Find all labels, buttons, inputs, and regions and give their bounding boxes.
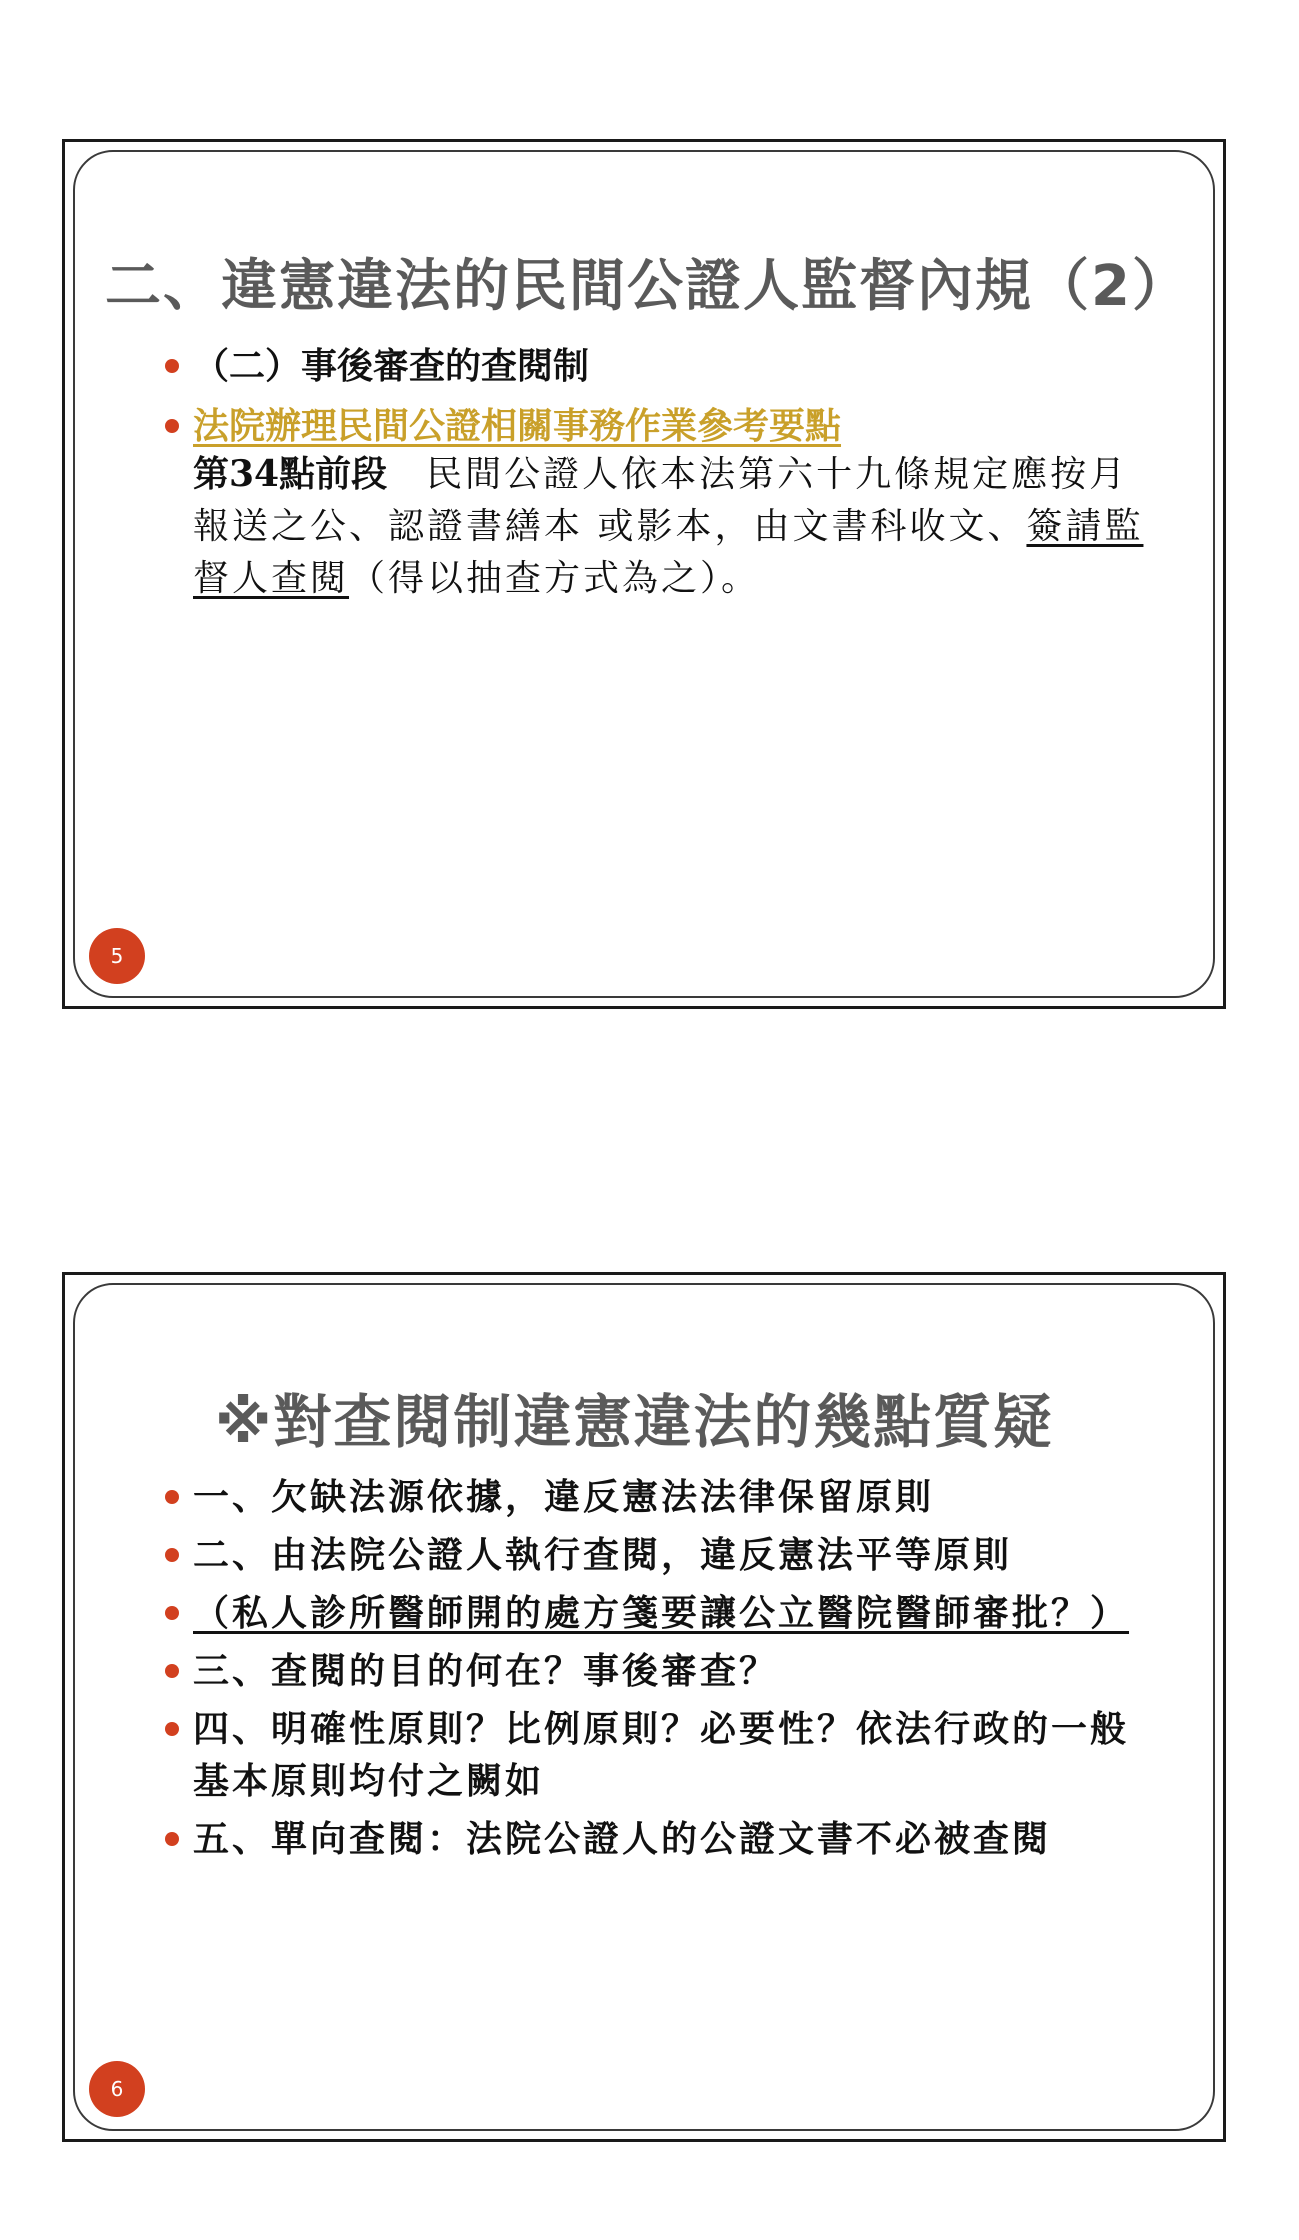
regulation-link[interactable]: 法院辦理民間公證相關事務作業參考要點	[193, 405, 842, 447]
slide-6-title: ※對查閱制違憲違法的幾點質疑	[215, 1388, 1054, 1456]
slide-5	[62, 139, 1226, 1009]
slide-5-title: 二、違憲違法的民間公證人監督內規（2）	[105, 254, 1190, 319]
slide-6	[62, 1272, 1226, 2142]
bullet-text: 五、單向查閱：法院公證人的公證文書不必被查閱	[193, 1818, 1052, 1860]
slide-5-bullet-list	[193, 340, 1153, 613]
bullet-item	[193, 1813, 1153, 1865]
bullet-dot-icon	[165, 1664, 179, 1678]
bullet-dot-icon	[165, 1722, 179, 1736]
bullet-item	[193, 1587, 1153, 1639]
bullet-text: （二）事後審查的查閱制	[193, 345, 590, 387]
paragraph-text: 民間公證人依本法第六十九條規定應按月報送之公、認證書繕本 或影本，由文書科收文、	[193, 454, 1129, 547]
bullet-dot-icon	[165, 419, 179, 433]
bullet-dot-icon	[165, 1490, 179, 1504]
bullet-item	[193, 1645, 1153, 1697]
bullet-item	[193, 340, 1153, 392]
page-number-badge: 6	[89, 2061, 145, 2117]
bullet-text: 二、由法院公證人執行查閱，違反憲法平等原則	[193, 1534, 1013, 1576]
paragraph-text-end: （得以抽查方式為之）。	[349, 558, 761, 599]
slide-6-inner-border	[73, 1283, 1215, 2131]
bullet-dot-icon	[165, 1548, 179, 1562]
slide-5-inner-border	[73, 150, 1215, 998]
bullet-text: 一、欠缺法源依據，違反憲法法律保留原則	[193, 1476, 935, 1518]
page-number-badge: 5	[89, 928, 145, 984]
regulation-paragraph	[193, 448, 1153, 605]
bullet-dot-icon	[165, 1832, 179, 1846]
bullet-item	[193, 1529, 1153, 1581]
bullet-item	[193, 1703, 1153, 1807]
paragraph-underlined-text: 簽請監督人查閱	[193, 506, 1144, 599]
bullet-dot-icon	[165, 1606, 179, 1620]
bullet-dot-icon	[165, 359, 179, 373]
bullet-text: 四、明確性原則？比例原則？必要性？依法行政的一般基本原則均付之闕如	[193, 1708, 1130, 1802]
slide-6-bullet-list	[193, 1471, 1153, 1871]
bullet-item	[193, 400, 1153, 605]
paragraph-lead: 第34點前段	[193, 453, 388, 495]
bullet-item	[193, 1471, 1153, 1523]
bullet-text: 三、查閱的目的何在？事後審查？	[193, 1650, 779, 1692]
bullet-text: （私人診所醫師開的處方箋要讓公立醫院醫師審批？）	[193, 1592, 1130, 1634]
